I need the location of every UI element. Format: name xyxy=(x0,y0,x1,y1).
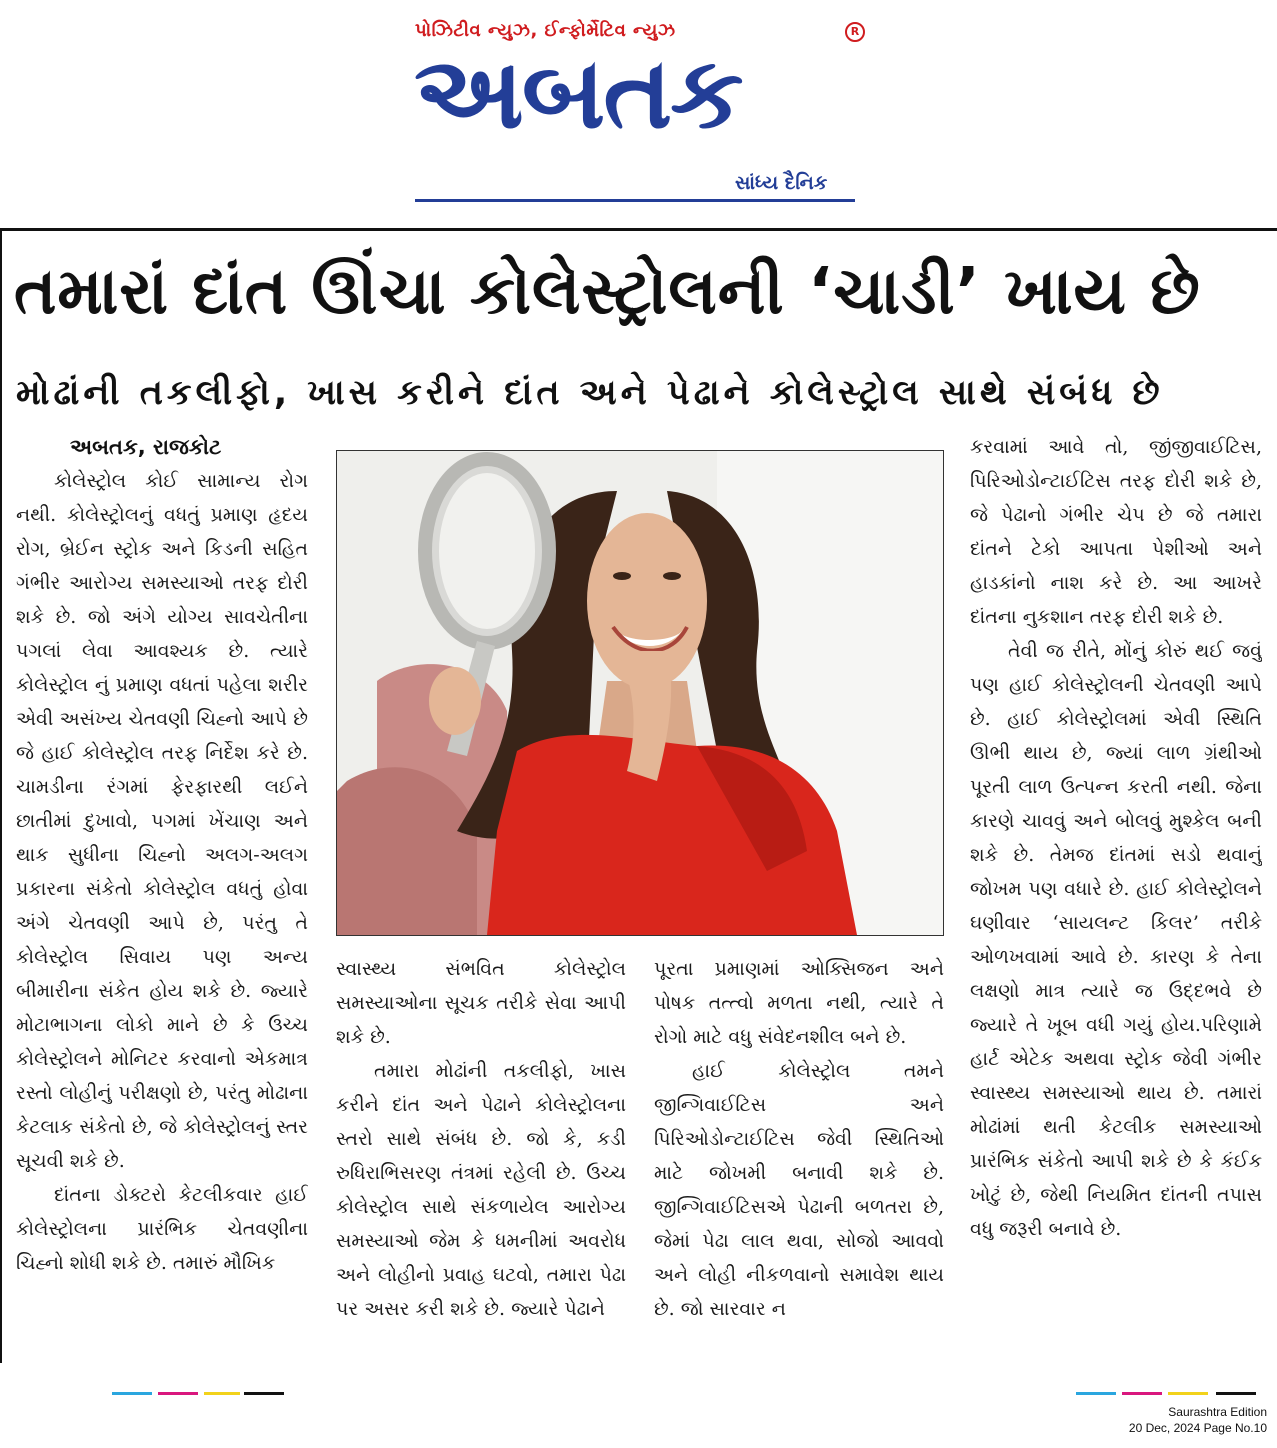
newspaper-logo: અબતક xyxy=(414,35,742,151)
paragraph: તેવી જ રીતે, મોંનું કોરું થઈ જવું પણ હાઈ કોલેસ્ટ્રોલની ચેતવણી આપે છે. હાઈ કોલેસ્ટ્રોલમાં એવી સ્થિતિ ઊભી થાય છે, જ્યાં લાળ ગ્રંથીઓ પૂરતી લાળ ઉત્પન્ન કરતી નથી. જેના કારણે ચાવવું અને બોલવું મુશ્કેલ બની શકે છે. તેમજ દાંતમાં સડો થવાનું જોખમ પણ વધારે છે. હાઈ કોલેસ્ટ્રોલને ઘણીવાર ‘સાયલન્ટ કિલર’ તરીકે ઓળખવામાં આવે છે. કારણ કે તેના લક્ષણો માત્ર ત્યારે જ ઉદ્દભવે છે જ્યારે તે ખૂબ વધી ગયું હોય.પરિણામે હાર્ટ એટેક અથવા સ્ટ્રોક જેવી ગંભીર સ્વાસ્થ્ય સમસ્યાઓ થાય છે. તમારાં મોઢાંમાં થતી કેટલીક સમસ્યાઓ પ્રારંભિક સંકેતો આપી શકે છે કે કંઈક ખોટું છે, જેથી નિયમિત દાંતની તપાસ વધુ જરૂરી બનાવે છે. xyxy=(970,640,1262,1240)
registration-bar xyxy=(158,1392,198,1395)
registration-bar xyxy=(204,1392,240,1395)
paragraph: કરવામાં આવે તો, જીંજીવાઈટિસ, પિરિઓડોન્ટાઈટિસ તરફ દોરી શકે છે, જે પેઢાનો ગંભીર ચેપ છે જે તમારા દાંતને ટેકો આપતા પેશીઓ અને હાડકાંનો નાશ કરે છે. આ આખરે દાંતના નુકશાન તરફ દોરી શકે છે. xyxy=(970,436,1262,628)
masthead xyxy=(0,0,1277,225)
left-rule xyxy=(0,231,2,1363)
registration-bar xyxy=(1168,1392,1208,1395)
paragraph: દાંતના ડોક્ટરો કેટલીકવાર હાઈ કોલેસ્ટ્રોલના પ્રારંભિક ચેતવણીના ચિહ્નો શોધી શકે છે. તમારું મૌખિક xyxy=(16,1184,308,1274)
masthead-tagline: પોઝિટીવ ન્યુઝ, ઈન્ફોર્મેટિવ ન્યુઝ xyxy=(415,20,676,41)
article-column-1 xyxy=(16,464,308,1362)
registration-bar xyxy=(112,1392,152,1395)
registration-bar xyxy=(1076,1392,1116,1395)
registration-bar xyxy=(1122,1392,1162,1395)
article-subheadline: મોઢાંની તકલીફો, ખાસ કરીને દાંત અને પેઢાને કોલેસ્ટ્રોલ સાથે સંબંધ છે xyxy=(16,373,1164,413)
paragraph: હાઈ કોલેસ્ટ્રોલ તમને જીન્ગિવાઈટિસ અને પિરિઓડોન્ટાઈટિસ જેવી સ્થિતિઓ માટે જોખમી બનાવી શકે છે. જીન્ગિવાઈટિસએ પેઢાની બળતરા છે, જેમાં પેઢા લાલ થવા, સોજો આવવો અને લોહી નીકળવાનો સમાવેશ થાય છે. જો સારવાર ન xyxy=(654,1060,944,1320)
registration-bar xyxy=(244,1392,284,1395)
article-column-4 xyxy=(970,430,1262,1362)
edition-date-page: 20 Dec, 2024 Page No.10 xyxy=(1128,1421,1267,1435)
article-photo xyxy=(336,450,944,936)
article-column-3 xyxy=(654,952,944,1362)
article-dateline: અબતક, રાજકોટ xyxy=(70,435,222,459)
top-rule xyxy=(0,228,1277,231)
article-column-2 xyxy=(336,952,626,1362)
registration-bar xyxy=(1216,1392,1256,1395)
masthead-subtitle: સાંધ્ય દૈનિક xyxy=(735,172,828,194)
woman-with-mirror-illustration xyxy=(337,451,943,935)
paragraph: કોલેસ્ટ્રોલ કોઈ સામાન્ય રોગ નથી. કોલેસ્ટ્રોલનું વધતું પ્રમાણ હૃદય રોગ, બ્રેઈન સ્ટ્રોક અને કિડની સહિત ગંભીર આરોગ્ય સમસ્યાઓ તરફ દોરી શકે છે. જો અંગે યોગ્ય સાવચેતીના પગલાં લેવા આવશ્યક છે. ત્યારે કોલેસ્ટ્રોલ નું પ્રમાણ વધતાં પહેલા શરીર એવી અસંખ્ય ચેતવણી ચિહ્નો આપે છે જે હાઈ કોલેસ્ટ્રોલ તરફ નિર્દેશ કરે છે. ચામડીના રંગમાં ફેરફારથી લઈને છાતીમાં દુખાવો, પગમાં ખેંચાણ અને થાક સુધીના ચિહ્નો અલગ-અલગ પ્રકારના સંકેતો કોલેસ્ટ્રોલ વધતું હોવા અંગે ચેતવણી આપે છે, પરંતુ તે કોલેસ્ટ્રોલ સિવાય પણ અન્ય બીમારીના સંકેત હોય શકે છે. જ્યારે મોટાભાગના લોકો માને છે કે ઉચ્ચ કોલેસ્ટ્રોલને મોનિટર કરવાનો એકમાત્ર રસ્તો લોહીનું પરીક્ષણો છે, પરંતુ મોઢાના કેટલાક સંકેતો છે, જે કોલેસ્ટ્રોલનું સ્તર સૂચવી શકે છે. xyxy=(16,470,308,1172)
edition-caption xyxy=(1129,1404,1267,1436)
article-headline: તમારાં દાંત ઊંચા કોલેસ્ટ્રોલની ‘ચાડી’ ખાય છે xyxy=(14,255,1201,329)
paragraph: તમારા મોઢાંની તકલીફો, ખાસ કરીને દાંત અને પેઢાને કોલેસ્ટ્રોલના સ્તરો સાથે સંબંધ છે. જો કે, કડી રુધિરાભિસરણ તંત્રમાં રહેલી છે. ઉચ્ચ કોલેસ્ટ્રોલ સાથે સંકળાયેલ આરોગ્ય સમસ્યાઓ જેમ કે ધમનીમાં અવરોધ અને લોહીનો પ્રવાહ ઘટવો, તમારા પેઢા પર અસર કરી શકે છે. જ્યારે પેઢાને xyxy=(336,1060,626,1320)
edition-name: Saurashtra Edition xyxy=(1168,1405,1267,1419)
logo-underline xyxy=(415,199,855,202)
paragraph: સ્વાસ્થ્ય સંભવિત કોલેસ્ટ્રોલ સમસ્યાઓના સૂચક તરીકે સેવા આપી શકે છે. xyxy=(336,958,626,1048)
paragraph: પૂરતા પ્રમાણમાં ઓક્સિજન અને પોષક તત્ત્વો મળતા નથી, ત્યારે તે રોગો માટે વધુ સંવેદનશીલ બને છે. xyxy=(654,958,944,1048)
registered-mark: R xyxy=(845,22,865,42)
